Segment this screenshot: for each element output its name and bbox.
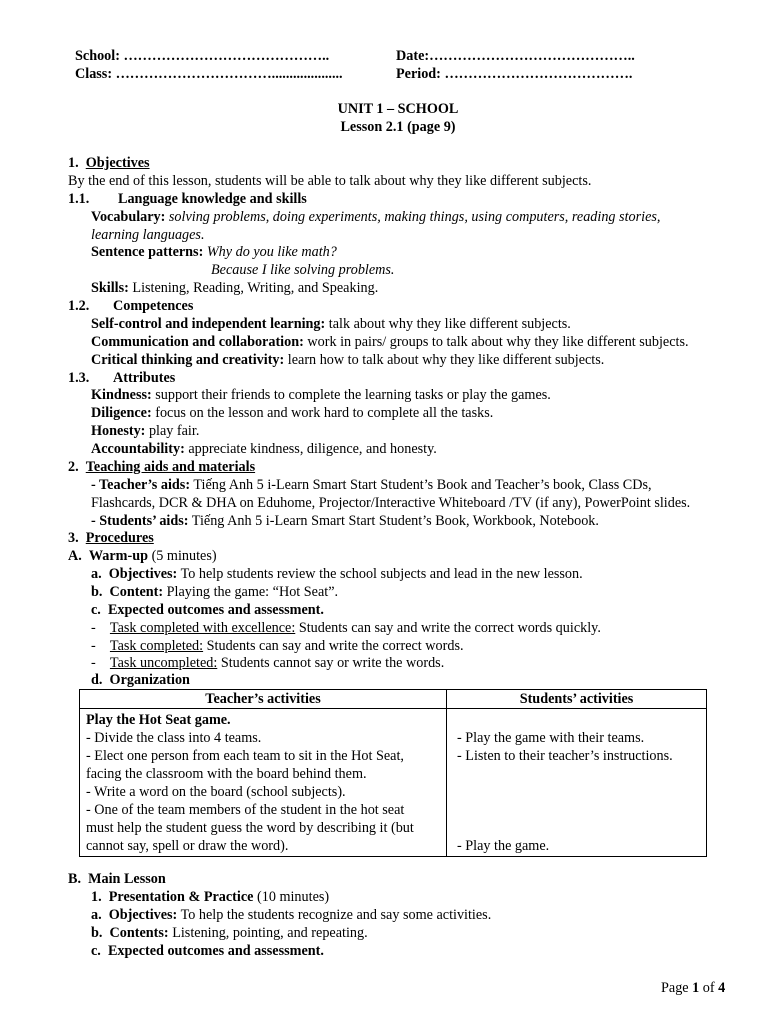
period-field: Period: …………………………………. <box>396 66 633 82</box>
teacher-step: - Divide the class into 4 teams. <box>86 730 262 746</box>
student-step: - Play the game. <box>457 838 550 854</box>
attribute-honesty: Honesty: play fair. <box>91 423 200 439</box>
main-lesson-heading: B. Main Lesson <box>68 871 166 887</box>
section-1-1-title: Language knowledge and skills <box>118 191 307 207</box>
students-activities-cell <box>447 709 707 857</box>
game-title: Play the Hot Seat game. <box>86 712 231 728</box>
date-field: Date:…………………………………….. <box>396 48 635 64</box>
student-step: - Listen to their teacher’s instructions. <box>457 748 673 764</box>
task-uncompleted: - Task uncompleted: Students cannot say or write the words. <box>91 655 445 671</box>
section-3-heading: 3. Procedures <box>68 530 154 546</box>
section-1-3-heading: 1.3. <box>68 370 90 386</box>
main-objectives: a. Objectives: To help the students recognize and say some activities. <box>91 907 492 923</box>
teacher-step: - One of the team members of the student in the hot seat <box>86 802 405 818</box>
table-row <box>80 709 707 857</box>
activities-table <box>79 689 707 857</box>
section-2-heading: 2. Teaching aids and materials <box>68 459 256 475</box>
teacher-step-cont: facing the classroom with the board behind them. <box>86 766 367 782</box>
task-excellent: - Task completed with excellence: Students can say and write the correct words quickly. <box>91 620 601 636</box>
warm-up-content: b. Content: Playing the game: “Hot Seat”. <box>91 584 339 600</box>
attribute-accountability: Accountability: appreciate kindness, diligence, and honesty. <box>91 441 437 457</box>
students-aids-line: - Students’ aids: Tiếng Anh 5 i-Learn Smart Start Student’s Book, Workbook, Notebook. <box>91 513 599 529</box>
teacher-activities-cell <box>80 709 447 857</box>
warm-up-outcomes: c. Expected outcomes and assessment. <box>91 602 324 618</box>
school-field: School: …………………………………….. <box>75 48 330 64</box>
warm-up-objectives: a. Objectives: To help students review the school subjects and lead in the new lesson. <box>91 566 583 582</box>
sentence-patterns-line: Sentence patterns: Why do you like math? <box>91 244 337 260</box>
main-contents: b. Contents: Listening, pointing, and repeating. <box>91 925 368 941</box>
teacher-aids-line-2: Flashcards, DCR & DHA on Eduhome, Projector/Interactive Whiteboard /TV (if any), PowerPoint slides. <box>91 495 691 511</box>
presentation-heading: 1. Presentation & Practice (10 minutes) <box>91 889 330 905</box>
teacher-header: Teacher’s activities <box>80 690 447 709</box>
section-1-2-title: Competences <box>113 298 194 314</box>
competence-communication: Communication and collaboration: work in pairs/ groups to talk about why they like different subjects. <box>91 334 689 350</box>
student-step: - Play the game with their teams. <box>457 730 645 746</box>
table-header-row <box>80 690 707 709</box>
objectives-intro: By the end of this lesson, students will be able to talk about why they like different subjects. <box>68 173 592 189</box>
task-completed: - Task completed: Students can say and write the correct words. <box>91 638 464 654</box>
teacher-step: - Write a word on the board (school subjects). <box>86 784 346 800</box>
vocabulary-line: Vocabulary: solving problems, doing experiments, making things, using computers, reading stories, <box>91 209 661 225</box>
section-1-1-heading: 1.1. <box>68 191 90 207</box>
section-1-3-title: Attributes <box>113 370 176 386</box>
attribute-diligence: Diligence: focus on the lesson and work hard to complete all the tasks. <box>91 405 494 421</box>
sentence-pattern-answer: Because I like solving problems. <box>211 262 395 278</box>
unit-title: UNIT 1 – SCHOOL <box>337 101 459 117</box>
lesson-title: Lesson 2.1 (page 9) <box>340 119 456 135</box>
teacher-step: - Elect one person from each team to sit in the Hot Seat, <box>86 748 404 764</box>
vocabulary-line-2: learning languages. <box>91 227 205 243</box>
class-field: Class: …………………………….................... <box>75 66 343 82</box>
section-1-heading: 1. Objectives <box>68 155 150 171</box>
teacher-step-cont: cannot say, spell or draw the word). <box>86 838 289 854</box>
teacher-aids-line: - Teacher’s aids: Tiếng Anh 5 i-Learn Smart Start Student’s Book and Teacher’s book, Class CDs, <box>91 477 652 493</box>
warm-up-organization: d. Organization <box>91 672 190 688</box>
teacher-step-cont: must help the student guess the word by describing it (but <box>86 820 414 836</box>
page-number: Page 1 of 4 <box>661 980 726 996</box>
competence-critical-thinking: Critical thinking and creativity: learn how to talk about why they like different subjects. <box>91 352 605 368</box>
students-header: Students’ activities <box>447 690 707 709</box>
main-outcomes: c. Expected outcomes and assessment. <box>91 943 324 959</box>
competence-self-control: Self-control and independent learning: talk about why they like different subjects. <box>91 316 571 332</box>
section-1-2-heading: 1.2. <box>68 298 90 314</box>
attribute-kindness: Kindness: support their friends to complete the learning tasks or play the games. <box>91 387 551 403</box>
skills-line: Skills: Listening, Reading, Writing, and Speaking. <box>91 280 379 296</box>
warm-up-heading: A. Warm-up (5 minutes) <box>68 548 217 564</box>
